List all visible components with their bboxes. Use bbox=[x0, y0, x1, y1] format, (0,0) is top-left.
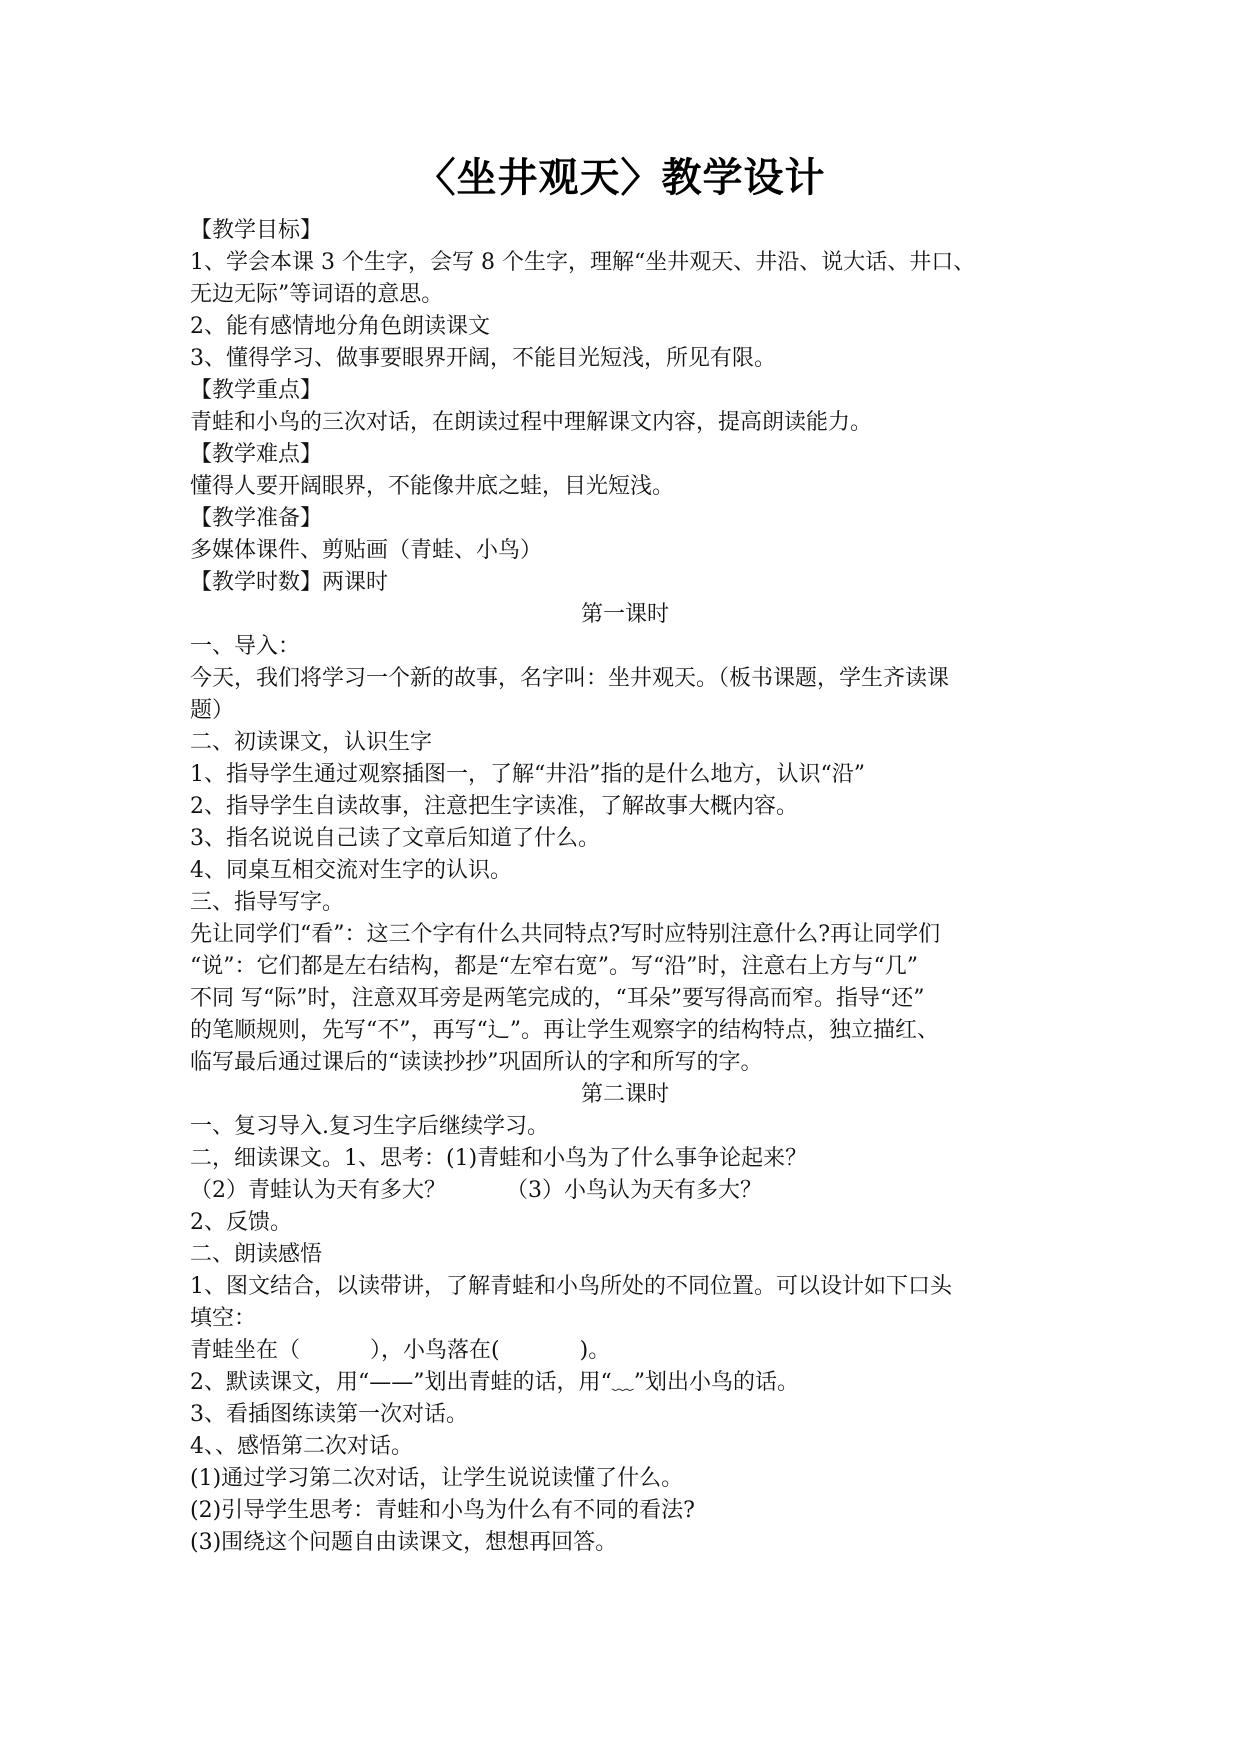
document-title: 〈坐井观天〉教学设计 bbox=[415, 155, 826, 201]
insight-sub-1: (1)通过学习第二次对话，让学生说说读懂了什么。 bbox=[190, 1466, 684, 1491]
key-points-text: 青蛙和小鸟的三次对话，在朗读过程中理解课文内容，提高朗读能力。 bbox=[190, 410, 873, 435]
insight-item-3: 3、看插图练读第一次对话。 bbox=[190, 1402, 468, 1427]
section-heading-key-points: 【教学重点】 bbox=[190, 378, 323, 403]
first-reading-item-1: 1、指导学生通过观察插图一，了解“井沿”指的是什么地方，认识“沿” bbox=[190, 762, 865, 787]
document-body bbox=[190, 215, 1060, 1559]
insight-item-1-line-2: 填空： bbox=[190, 1306, 257, 1331]
insight-item-4: 4、、感悟第二次对话。 bbox=[190, 1434, 413, 1459]
section-heading-difficulties: 【教学难点】 bbox=[190, 442, 323, 467]
goal-3: 3、懂得学习、做事要眼界开阔，不能目光短浅，所见有限。 bbox=[190, 346, 776, 371]
insight-sub-3: (3)围绕这个问题自由读课文，想想再回答。 bbox=[190, 1530, 618, 1555]
insight-item-2: 2、默读课文，用“——”划出青蛙的话，用“﹏”划出小鸟的话。 bbox=[190, 1370, 799, 1395]
section-heading-hours: 【教学时数】两课时 bbox=[190, 570, 389, 595]
question-3: （3）小鸟认为天有多大？ bbox=[506, 1178, 762, 1203]
first-reading-item-4: 4、同桌互相交流对生字的认识。 bbox=[190, 858, 512, 883]
insight-sub-2: (2)引导学生思考：青蛙和小鸟为什么有不同的看法? bbox=[190, 1498, 695, 1523]
reading-insight-heading: 二、朗读感悟 bbox=[190, 1242, 323, 1267]
insight-item-1-line-1: 1、图文结合，以读带讲，了解青蛙和小鸟所处的不同位置。可以设计如下口头 bbox=[190, 1274, 952, 1299]
writing-text-line-1: 先让同学们“看”：这三个字有什么共同特点?写时应特别注意什么?再让同学们 bbox=[190, 922, 941, 947]
section-heading-goals: 【教学目标】 bbox=[190, 218, 323, 243]
questions-line bbox=[190, 1175, 1060, 1207]
feedback-line: 2、反馈。 bbox=[190, 1210, 292, 1235]
difficulties-text: 懂得人要开阔眼界，不能像井底之蛙，目光短浅。 bbox=[190, 474, 675, 499]
step-writing-heading: 三、指导写字。 bbox=[190, 890, 345, 915]
writing-text-line-3: 不同 写“际”时，注意双耳旁是两笔完成的，“耳朵”要写得高而窄。指导“还” bbox=[190, 986, 925, 1011]
writing-text-line-4: 的笔顺规则，先写“不”，再写“辶”。再让学生观察字的结构特点，独立描红、 bbox=[190, 1018, 939, 1043]
review-heading: 一、复习导入.复习生字后继续学习。 bbox=[190, 1114, 549, 1139]
goal-1-line-1: 1、学会本课 3 个生字，会写 8 个生字，理解“坐井观天、井沿、说大话、井口、 bbox=[190, 250, 976, 275]
fill-in-part-2: ），小鸟落在( bbox=[370, 1338, 500, 1363]
section-heading-preparation: 【教学准备】 bbox=[190, 506, 323, 531]
first-reading-item-3: 3、指名说说自己读了文章后知道了什么。 bbox=[190, 826, 600, 851]
fill-in-part-3: )。 bbox=[579, 1338, 611, 1363]
fill-in-blank-line bbox=[190, 1335, 1060, 1367]
first-reading-item-2: 2、指导学生自读故事，注意把生字读准，了解故事大概内容。 bbox=[190, 794, 798, 819]
step-intro-heading: 一、导入： bbox=[190, 634, 301, 659]
intro-text-line-2: 题） bbox=[190, 698, 235, 723]
goal-2: 2、能有感情地分角色朗读课文 bbox=[190, 314, 490, 339]
lesson-1-heading: 第一课时 bbox=[580, 602, 669, 627]
intro-text-line-1: 今天，我们将学习一个新的故事，名字叫：坐井观天。（板书课题，学生齐读课 bbox=[190, 666, 950, 691]
preparation-text: 多媒体课件、剪贴画（青蛙、小鸟） bbox=[190, 538, 543, 563]
fill-in-part-1: 青蛙坐在（ bbox=[190, 1338, 301, 1363]
step-first-reading-heading: 二、初读课文，认识生字 bbox=[190, 730, 433, 755]
question-2: （2）青蛙认为天有多大？ bbox=[190, 1178, 446, 1203]
lesson-2-heading: 第二课时 bbox=[580, 1082, 669, 1107]
close-reading-line: 二，细读课文。1、思考：(1)青蛙和小鸟为了什么事争论起来？ bbox=[190, 1146, 808, 1171]
goal-1-line-2: 无边无际”等词语的意思。 bbox=[190, 282, 444, 307]
writing-text-line-5: 临写最后通过课后的“读读抄抄”巩固所认的字和所写的字。 bbox=[190, 1050, 763, 1075]
writing-text-line-2: “说”：它们都是左右结构，都是“左窄右宽”。写“沿”时，注意右上方与“几” bbox=[190, 954, 918, 979]
